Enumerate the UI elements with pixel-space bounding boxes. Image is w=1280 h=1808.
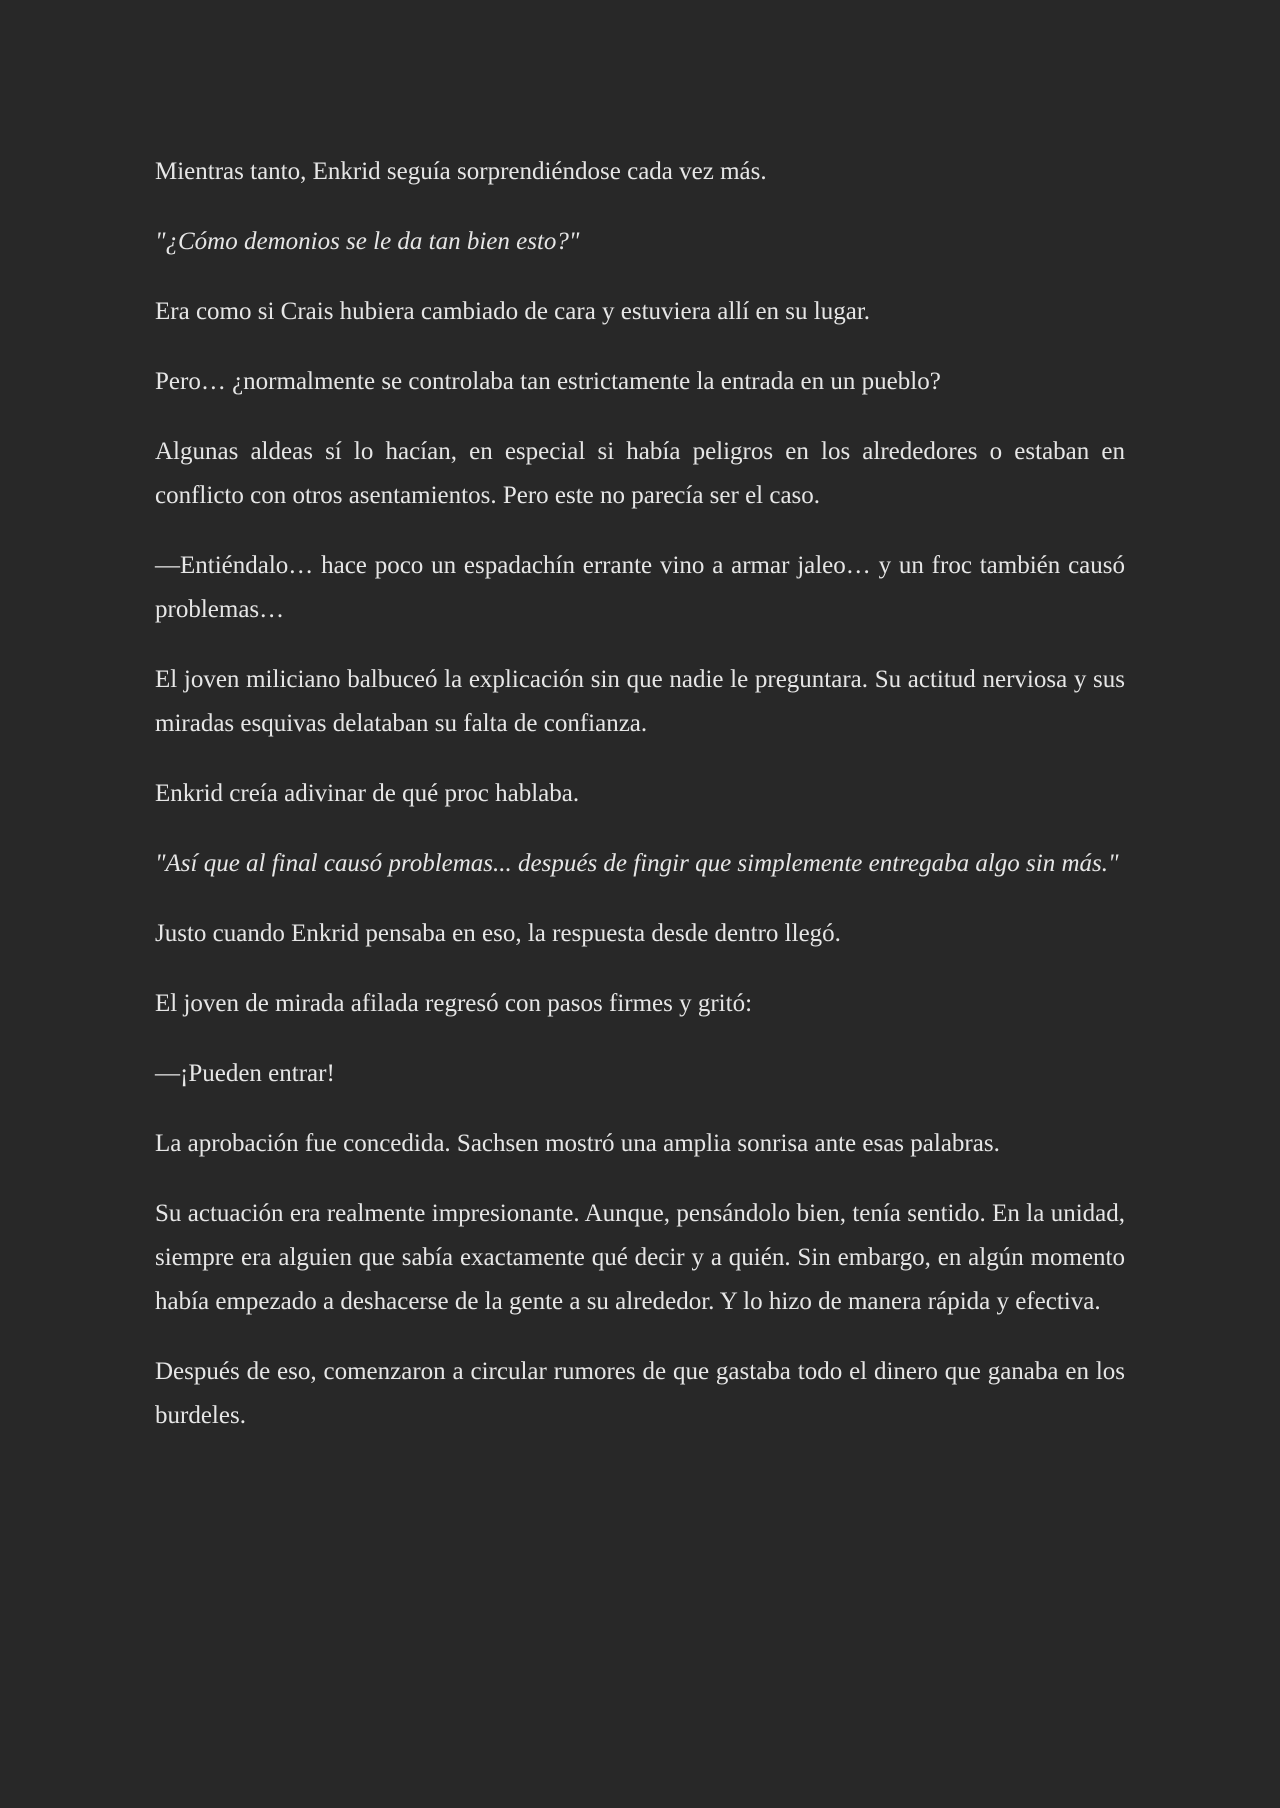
paragraph: La aprobación fue concedida. Sachsen mostró una amplia sonrisa ante esas palabras. — [155, 1130, 1000, 1157]
paragraph: Su actuación era realmente impresionante. Aunque, pensándolo bien, tenía sentido. En la unidad, siempre era alguien que sabía exactamente qué decir y a quién. Sin embargo, en algún momento había empezado a deshacerse de la gente a su alrededor. Y lo hizo de manera rápida y efectiva. — [155, 1200, 1125, 1315]
paragraph: Justo cuando Enkrid pensaba en eso, la respuesta desde dentro llegó. — [155, 920, 841, 947]
paragraph: Era como si Crais hubiera cambiado de cara y estuviera allí en su lugar. — [155, 298, 871, 325]
paragraph: Pero… ¿normalmente se controlaba tan estrictamente la entrada en un pueblo? — [155, 368, 941, 395]
paragraph-thought: "¿Cómo demonios se le da tan bien esto?" — [155, 228, 580, 255]
paragraph: Enkrid creía adivinar de qué proc hablaba. — [155, 780, 580, 807]
paragraph-dialogue: —¡Pueden entrar! — [155, 1060, 335, 1087]
paragraph: Algunas aldeas sí lo hacían, en especial si había peligros en los alrededores o estaban en conflicto con otros asentamientos. Pero este no parecía ser el caso. — [155, 438, 1125, 509]
paragraph: Mientras tanto, Enkrid seguía sorprendiéndose cada vez más. — [155, 158, 767, 185]
paragraph: El joven miliciano balbuceó la explicación sin que nadie le preguntara. Su actitud nerviosa y sus miradas esquivas delataban su falta de confianza. — [155, 666, 1125, 737]
paragraph: Después de eso, comenzaron a circular rumores de que gastaba todo el dinero que ganaba en los burdeles. — [155, 1358, 1125, 1429]
paragraph: El joven de mirada afilada regresó con pasos firmes y gritó: — [155, 990, 753, 1017]
paragraph-thought: "Así que al final causó problemas... después de fingir que simplemente entregaba algo sin más." — [155, 850, 1119, 877]
paragraph-dialogue: —Entiéndalo… hace poco un espadachín errante vino a armar jaleo… y un froc también causó problemas… — [155, 552, 1125, 623]
